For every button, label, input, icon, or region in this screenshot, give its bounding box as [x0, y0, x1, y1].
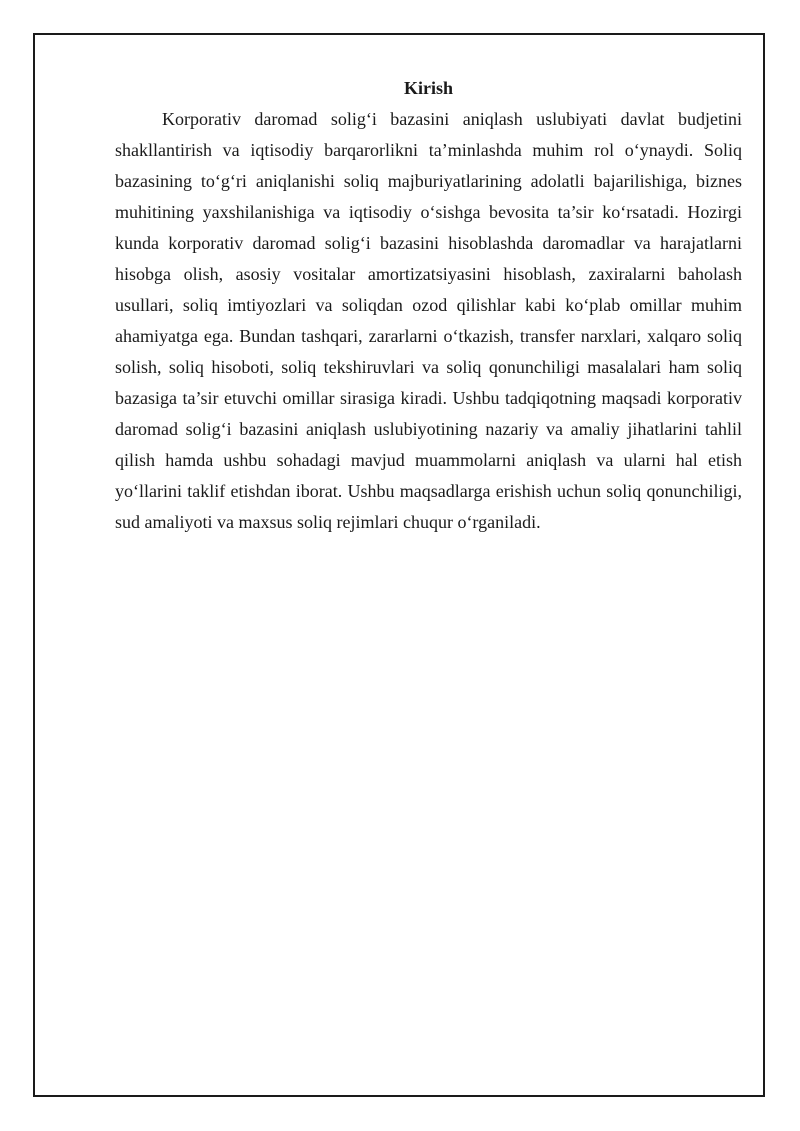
- document-body: [115, 76, 742, 538]
- section-heading: Kirish: [403, 78, 453, 98]
- intro-paragraph: Korporativ daromad solig‘i bazasini aniqlash uslubiyati davlat budjetini shakllantirish va iqtisodiy barqarorlikni ta’minlashda muhim rol o‘ynaydi. Soliq bazasining to‘g‘ri aniqlanishi soliq majburiyatlarining adolatli bajarilishiga, biznes muhitining yaxshilanishiga va iqtisodiy o‘sishga bevosita ta’sir ko‘rsatadi. Hozirgi kunda korporativ daromad solig‘i bazasini hisoblashda daromadlar va harajatlarni hisobga olish, asosiy vositalar amortizatsiyasini hisoblash, zaxiralarni baholash usullari, soliq imtiyozlari va soliqdan ozod qilishlar kabi ko‘plab omillar muhim ahamiyatga ega. Bundan tashqari, zararlarni o‘tkazish, transfer narxlari, xalqaro soliq solish, soliq hisoboti, soliq tekshiruvlari va soliq qonunchiligi masalalari ham soliq bazasiga ta’sir etuvchi omillar sirasiga kiradi. Ushbu tadqiqotning maqsadi korporativ daromad solig‘i bazasini aniqlash uslubiyotining nazariy va amaliy jihatlarini tahlil qilish hamda ushbu sohadagi mavjud muammolarni aniqlash va ularni hal etish yo‘llarini taklif etishdan iborat. Ushbu maqsadlarga erishish uchun soliq qonunchiligi, sud amaliyoti va maxsus soliq rejimlari chuqur o‘rganiladi.: [115, 109, 742, 532]
